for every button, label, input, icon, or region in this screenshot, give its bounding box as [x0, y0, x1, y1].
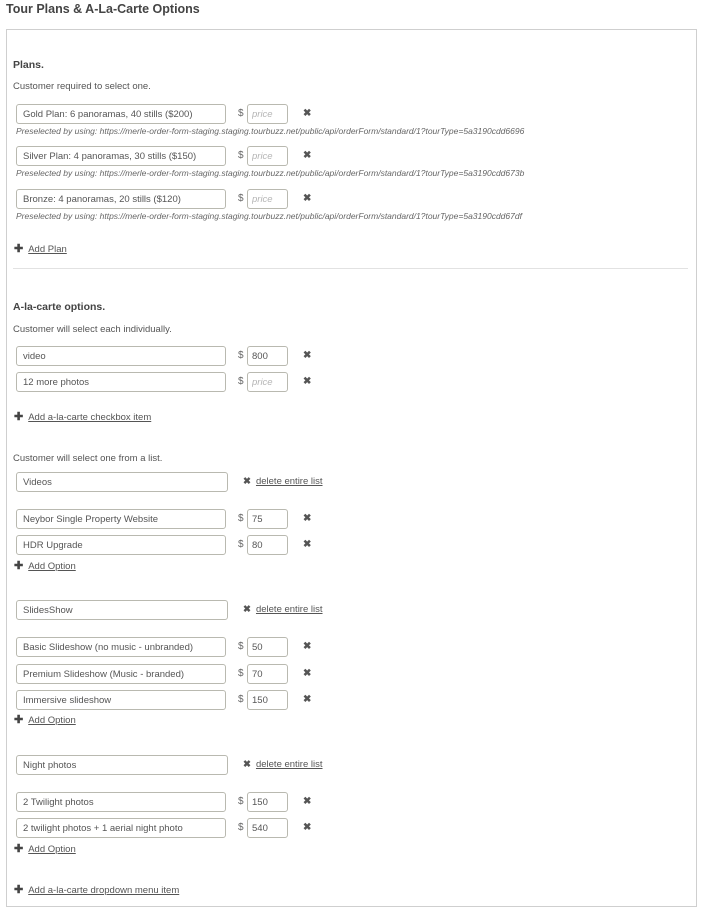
checkbox-item-price-input[interactable] [247, 372, 288, 392]
list-title-input[interactable] [16, 600, 228, 620]
checkbox-item-price-input[interactable] [247, 346, 288, 366]
remove-item-icon[interactable]: ✖ [303, 350, 312, 361]
page-title: Tour Plans & A-La-Carte Options [6, 2, 200, 16]
add-option-label: Add Option [28, 844, 76, 855]
add-option-link[interactable] [14, 559, 76, 572]
option-name-input[interactable] [16, 792, 226, 812]
option-name-input[interactable] [16, 509, 226, 529]
currency-label: $ [238, 150, 244, 161]
currency-label: $ [238, 668, 244, 679]
currency-label: $ [238, 193, 244, 204]
remove-plan-icon[interactable]: ✖ [303, 150, 312, 161]
add-option-link[interactable] [14, 842, 76, 855]
delete-list-link[interactable] [243, 604, 323, 615]
option-price-input[interactable] [247, 664, 288, 684]
delete-list-link[interactable] [243, 476, 323, 487]
plan-name-input[interactable] [16, 189, 226, 209]
currency-label: $ [238, 108, 244, 119]
times-icon: ✖ [243, 604, 251, 615]
option-name-input[interactable] [16, 535, 226, 555]
delete-list-link[interactable] [243, 759, 323, 770]
option-price-input[interactable] [247, 637, 288, 657]
add-dropdown-item-link[interactable] [14, 883, 179, 896]
option-price-input[interactable] [247, 535, 288, 555]
currency-label: $ [238, 350, 244, 361]
delete-list-label: delete entire list [255, 759, 323, 770]
list-title-input[interactable] [16, 472, 228, 492]
currency-label: $ [238, 539, 244, 550]
remove-plan-icon[interactable]: ✖ [303, 193, 312, 204]
currency-label: $ [238, 822, 244, 833]
plus-icon: ✚ [14, 411, 24, 423]
plans-subtitle: Customer required to select one. [13, 81, 151, 92]
plus-icon: ✚ [14, 243, 24, 255]
checkbox-item-name-input[interactable] [16, 372, 226, 392]
remove-option-icon[interactable]: ✖ [303, 694, 312, 705]
plus-icon: ✚ [14, 714, 24, 726]
plan-preselect-url: Preselected by using: https://merle-order-form-staging.staging.tourbuzz.net/public/api/orderForm/standard/1?tourType=5a3190cdd6696 [16, 126, 525, 136]
add-option-label: Add Option [28, 715, 76, 726]
currency-label: $ [238, 513, 244, 524]
option-price-input[interactable] [247, 690, 288, 710]
remove-plan-icon[interactable]: ✖ [303, 108, 312, 119]
section-divider [13, 268, 688, 269]
option-name-input[interactable] [16, 818, 226, 838]
alacarte-checkbox-subtitle: Customer will select each individually. [13, 324, 172, 335]
plus-icon: ✚ [14, 884, 24, 896]
option-price-input[interactable] [247, 792, 288, 812]
option-price-input[interactable] [247, 818, 288, 838]
currency-label: $ [238, 641, 244, 652]
plan-price-input[interactable] [247, 146, 288, 166]
delete-list-label: delete entire list [255, 476, 323, 487]
add-checkbox-item-link[interactable] [14, 410, 151, 423]
option-price-input[interactable] [247, 509, 288, 529]
plan-preselect-url: Preselected by using: https://merle-order-form-staging.staging.tourbuzz.net/public/api/orderForm/standard/1?tourType=5a3190cdd67df [16, 211, 522, 221]
plan-name-input[interactable] [16, 146, 226, 166]
plus-icon: ✚ [14, 560, 24, 572]
add-option-label: Add Option [28, 561, 76, 572]
currency-label: $ [238, 796, 244, 807]
option-name-input[interactable] [16, 664, 226, 684]
alacarte-dropdown-subtitle: Customer will select one from a list. [13, 453, 163, 464]
remove-option-icon[interactable]: ✖ [303, 796, 312, 807]
delete-list-label: delete entire list [255, 604, 323, 615]
alacarte-heading: A-la-carte options. [13, 301, 106, 313]
plan-price-input[interactable] [247, 189, 288, 209]
times-icon: ✖ [243, 476, 251, 487]
add-plan-label: Add Plan [28, 244, 67, 255]
tour-plans-panel [6, 29, 697, 907]
list-title-input[interactable] [16, 755, 228, 775]
checkbox-item-name-input[interactable] [16, 346, 226, 366]
option-name-input[interactable] [16, 637, 226, 657]
add-checkbox-item-label: Add a-la-carte checkbox item [28, 412, 152, 423]
remove-option-icon[interactable]: ✖ [303, 822, 312, 833]
currency-label: $ [238, 694, 244, 705]
currency-label: $ [238, 376, 244, 387]
remove-option-icon[interactable]: ✖ [303, 539, 312, 550]
plan-price-input[interactable] [247, 104, 288, 124]
remove-option-icon[interactable]: ✖ [303, 641, 312, 652]
plan-preselect-url: Preselected by using: https://merle-order-form-staging.staging.tourbuzz.net/public/api/orderForm/standard/1?tourType=5a3190cdd673b [16, 168, 525, 178]
times-icon: ✖ [243, 759, 251, 770]
plans-heading: Plans. [13, 59, 44, 71]
remove-option-icon[interactable]: ✖ [303, 668, 312, 679]
remove-item-icon[interactable]: ✖ [303, 376, 312, 387]
add-plan-link[interactable] [14, 242, 67, 255]
add-option-link[interactable] [14, 713, 76, 726]
add-dropdown-item-label: Add a-la-carte dropdown menu item [28, 885, 180, 896]
plus-icon: ✚ [14, 843, 24, 855]
remove-option-icon[interactable]: ✖ [303, 513, 312, 524]
plan-name-input[interactable] [16, 104, 226, 124]
option-name-input[interactable] [16, 690, 226, 710]
